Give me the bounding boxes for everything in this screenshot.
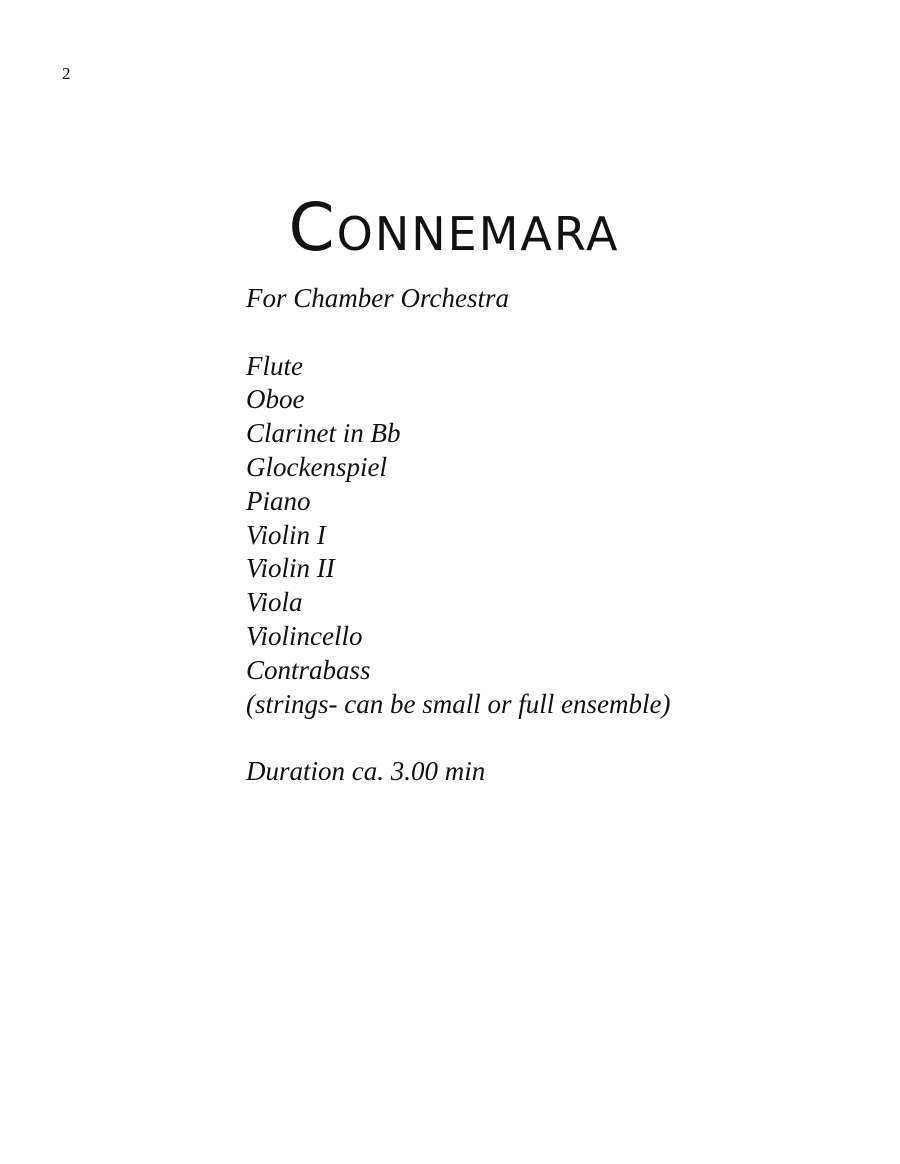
instrument-item: Flute <box>246 350 303 381</box>
instrument-item: Violin I <box>246 519 326 550</box>
instrument-list <box>246 350 670 688</box>
subtitle: For Chamber Orchestra <box>246 283 509 313</box>
spacer <box>246 721 670 755</box>
page-number: 2 <box>62 64 71 83</box>
instrument-item: Viola <box>246 587 303 618</box>
duration: Duration ca. 3.00 min <box>246 756 486 787</box>
instrument-item: Oboe <box>246 384 305 415</box>
instrument-item: Violin II <box>246 553 335 584</box>
instrument-item: Violincello <box>246 620 363 651</box>
page-title: Connemara <box>288 189 620 266</box>
instrument-item: Piano <box>246 485 311 516</box>
score-info <box>246 282 670 789</box>
strings-note: (strings- can be small or full ensemble) <box>246 688 671 719</box>
spacer <box>246 316 670 350</box>
instrument-item: Clarinet in Bb <box>246 418 401 449</box>
instrument-item: Contrabass <box>246 654 371 685</box>
instrument-item: Glockenspiel <box>246 451 387 482</box>
